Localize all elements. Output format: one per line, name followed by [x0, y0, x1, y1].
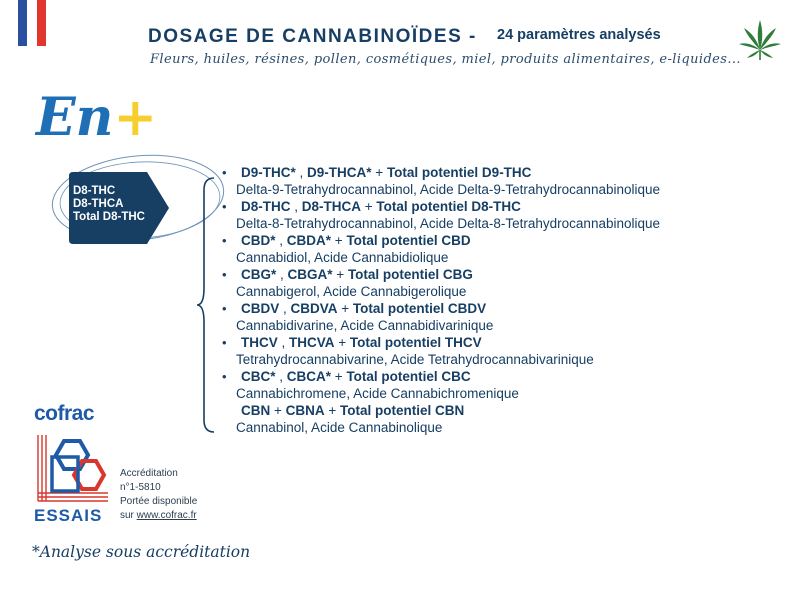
cofrac-logo-word: cofrac [34, 402, 95, 425]
accreditation-footnote: *Analyse sous accréditation [32, 543, 251, 561]
parameter-full-names: Delta-8-Tetrahydrocannabinol, Acide Delta-8-Tetrahydrocannabinolique [236, 216, 661, 231]
parameter-code: Total potentiel CBDV [352, 301, 487, 316]
product-types-line: Fleurs, huiles, résines, pollen, cosmétiques, miel, produits alimentaires, e-liquides... [150, 52, 741, 67]
parameter-code: Total potentiel D8-THC [376, 199, 521, 214]
flag-white-stripe [27, 0, 36, 46]
parameter-full-names: Cannabidiol, Acide Cannabidiolique [236, 250, 449, 265]
parameter-code: CBG* [241, 267, 277, 282]
page-title: DOSAGE DE CANNABINOÏDES - [148, 26, 477, 47]
parameter-names [222, 368, 471, 385]
plus-sign: + [113, 87, 158, 148]
parameter-code: D9-THCA* [307, 165, 372, 180]
cofrac-essais-word: ESSAIS [34, 506, 103, 525]
cofrac-url-line [120, 509, 197, 523]
separator: + [361, 199, 377, 214]
parameter-full-names: Cannabidivarine, Acide Cannabidivarinique [236, 318, 494, 333]
parameter-item [222, 266, 792, 300]
bullet-icon: • [222, 267, 227, 282]
page-subtitle: 24 paramètres analysés [497, 27, 661, 43]
cannabinoid-parameter-list [222, 164, 792, 436]
parameter-full-names: Delta-9-Tetrahydrocannabinol, Acide Delta-9-Tetrahydrocannabinolique [236, 182, 661, 197]
separator: + [270, 403, 286, 418]
parameter-names [222, 198, 521, 215]
parameter-names [222, 402, 464, 419]
parameter-item [222, 198, 792, 232]
bullet-icon: • [222, 369, 227, 384]
parameter-code: CBD* [241, 233, 276, 248]
separator: + [331, 369, 347, 384]
cannabis-leaf-icon [735, 14, 785, 64]
badge-line: D8-THC [73, 185, 116, 197]
parameter-code: D8-THC [241, 199, 291, 214]
parameter-full-names: Tetrahydrocannabivarine, Acide Tetrahydrocannabivarinique [236, 352, 594, 367]
url-prefix: sur [120, 510, 137, 521]
bullet-icon: • [222, 165, 227, 180]
parameter-item [222, 164, 792, 198]
parameter-full-names: Cannabinol, Acide Cannabinolique [236, 420, 443, 435]
accreditation-number: n°1-5810 [120, 482, 161, 493]
parameter-names [222, 266, 473, 283]
bullet-icon: • [222, 335, 227, 350]
parameter-code: CBNA [285, 403, 325, 418]
parameter-names [222, 164, 531, 181]
parameter-item [222, 402, 792, 436]
separator: , [295, 165, 308, 180]
parameter-code: CBN [241, 403, 271, 418]
bullet-icon: • [222, 199, 227, 214]
separator: + [332, 267, 348, 282]
parameter-item [222, 334, 792, 368]
badge-line: Total D8-THC [73, 211, 145, 223]
cofrac-link[interactable]: www.cofrac.fr [136, 510, 197, 521]
parameter-code: CBDV [241, 301, 280, 316]
separator: , [290, 199, 302, 214]
parameter-code: CBCA* [286, 369, 332, 384]
parameter-code: Total potentiel CBD [346, 233, 471, 248]
badge-line: D8-THCA [73, 198, 124, 210]
parameter-code: CBDA* [286, 233, 332, 248]
separator: , [277, 335, 290, 350]
scope-available: Portée disponible [120, 496, 198, 507]
separator: , [275, 233, 287, 248]
curly-brace [196, 176, 216, 434]
parameter-code: CBDVA [290, 301, 338, 316]
parameter-code: D9-THC* [241, 165, 296, 180]
parameter-item [222, 232, 792, 266]
french-flag-icon [18, 0, 46, 46]
parameter-code: CBGA* [287, 267, 333, 282]
separator: + [331, 233, 347, 248]
parameter-names [222, 300, 486, 317]
separator: + [324, 403, 341, 418]
parameter-item [222, 300, 792, 334]
en-text: En [36, 87, 114, 148]
accreditation-label: Accréditation [120, 468, 178, 479]
flag-red-stripe [37, 0, 46, 46]
separator: , [276, 267, 288, 282]
parameter-code: THCVA [289, 335, 335, 350]
parameter-full-names: Cannabigerol, Acide Cannabigerolique [236, 284, 467, 299]
flag-blue-stripe [18, 0, 27, 46]
parameter-code: Total potentiel CBN [340, 403, 465, 418]
parameter-item [222, 368, 792, 402]
separator: + [371, 165, 387, 180]
parameter-names [222, 334, 482, 351]
parameter-code: Total potentiel D9-THC [386, 165, 532, 180]
parameter-code: THCV [241, 335, 278, 350]
parameter-code: Total potentiel CBC [346, 369, 471, 384]
separator: + [334, 335, 350, 350]
d8-badge [73, 185, 145, 224]
separator: , [275, 369, 287, 384]
parameter-names [222, 232, 471, 249]
separator: + [337, 301, 353, 316]
parameter-code: D8-THCA [301, 199, 362, 214]
parameter-code: CBC* [241, 369, 276, 384]
parameter-full-names: Cannabichromene, Acide Cannabichromenique [236, 386, 519, 401]
parameter-code: Total potentiel CBG [347, 267, 473, 282]
accreditation-info [120, 467, 197, 523]
separator: , [279, 301, 291, 316]
bullet-icon: • [222, 301, 227, 316]
bullet-icon: • [222, 233, 227, 248]
parameter-code: Total potentiel THCV [349, 335, 482, 350]
